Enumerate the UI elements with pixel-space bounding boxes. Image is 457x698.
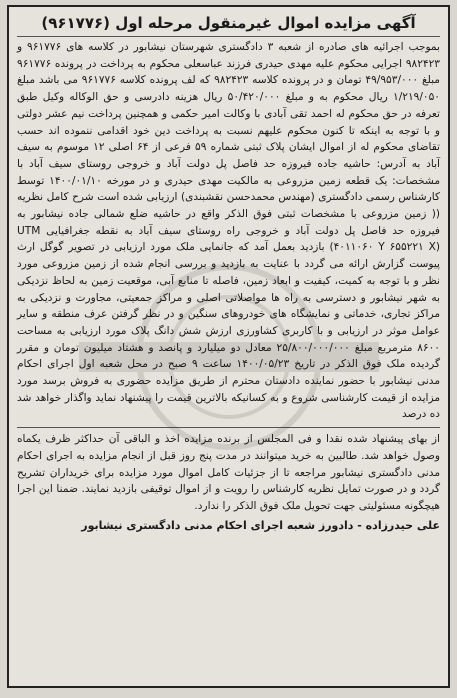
divider (17, 427, 440, 428)
notice-body: بموجب اجرائیه های صادره از شعبه ۳ دادگستری شهرستان نیشابور در کلاسه های ۹۶۱۷۷۶ و ۹۸۲۴۲۳ اجرایی محکوم علیه مهدی حیدری فرزند عباسعلی محکوم به پرداخت در پرونده ۹۶۱۷۷۶ مبلغ ۴۹/۹۵۳/۰۰۰ تومان و در پرونده کلاسه ۹۸۲۴۲۳ که لف پرونده کلاسه ۹۶۱۷۷۶ می باشد مبلغ ۱/۲۱۹/۰۵۰ ریال محکوم به و مبلغ ۵۰/۴۲۰/۰۰۰ ریال هزینه دادرسی و حق الوکاله وکیل طبق تعرفه در حق محکوم له احمد تقی آبادی با وکالت امیر حکمی و همچنین پرداخت نیم عشر دولتی و با توجه به اینکه تا کنون محکوم علیهم نسبت به پرداخت دین خود اقدامی ننموده اند حسب تقاضای محکوم له از اموال ایشان پلاک ثبتی شماره ۵۹ فرعی از ۶۴ اصلی ۱۲ موسوم به سیف آباد به آدرس: حاشیه جاده فیروزه حد فاصل پل دولت آباد و خروجی روستای سیف آباد با مشخصات: یک قطعه زمین مزروعی به مالکیت مهدی حیدری و در مورخه ۱۴۰۰/۰۱/۱۰ توسط کارشناس رسمی دادگستری (مهندس محمدحسن نقشبندی) ارزیابی شده است شرح کامل نظریه (( زمین مزروعی با مشخصات ثبتی فوق الذکر واقع در حاشیه ضلع شمالی جاده نیشابور به فیروزه حد فاصل پل دولت آباد و خروجی راه روستای سیف آباد به نقطه جغرافیایی UTM (۴۰۱۱۰۶۰ Y ۶۵۵۲۲۱ X) بازدید بعمل آمد که جانمایی ملک مورد ارزیابی در تصویر گوگل ارث پیوست گزارش ارائه می گردد با عنایت به بازدید و بررسی انجام شده از زمین مزروعی مورد نظر و با توجه به کمیت، کیفیت و ابعاد زمین، فاصله تا منابع آبی، موقعیت زمین به لحاظ نزدیکی به شهر نیشابور و دسترسی به راه ها مواصلاتی اصلی و مراکز جمعیتی، مجاورت و نزدیکی به مراکز تجاری، خدماتی و نمایشگاه های خودروهای سنگین و در نظر گرفتن عرف منطقه و سایر عوامل موثر در ارزیابی و با کاربری کشاورزی ارزش شش دانگ پلاک مورد ارزیابی به مساحت ۸۶۰۰ مترمربع مبلغ ۲۵/۸۰۰/۰۰۰/۰۰۰ معادل دو میلیارد و پانصد و هشتاد میلیون تومان و مقرر گردیده ملک فوق الذکر در تاریخ ۱۴۰۰/۰۵/۲۳ ساعت ۹ صبح در محل شعبه اول اجرای احکام مدنی نیشابور با حضور نماینده دادستان محترم از طریق مزایده حضوری به فروش برسد مورد مزایده از قیمت کارشناسی شروع و به کسانیکه بالاترین قیمت را پیشنهاد نماید واگذار خواهد شد ده درصد (17, 41, 441, 421)
notice-body-continued: از بهای پیشنهاد شده نقدا و فی المجلس از برنده مزایده اخذ و الباقی آن حداکثر ظرف یکماه وصول خواهد شد. طالبین به خرید میتوانند در مدت پنج روز قبل از انجام مزایده به اجرای احکام مدنی دادگستری نیشابور مراجعه تا از جزئیات کامل اموال مورد مزایده برای خریداران تشریح گردد و در صورت تمایل نظریه کارشناس را رویت و از اموال توقیفی بازدید نمایند. ضمنا این اجرا هیچگونه مسئولیتی جهت تحویل ملک فوق الذکر را ندارد. (17, 433, 440, 512)
notice-signature: علی حیدرزاده - دادورز شعبه اجرای احکام مدنی دادگستری نیشابور (81, 518, 440, 532)
notice-page (7, 5, 450, 688)
notice-title: آگهی مزایده اموال غیرمنقول مرحله اول (۹۶۱۷۷۶) (17, 13, 440, 37)
